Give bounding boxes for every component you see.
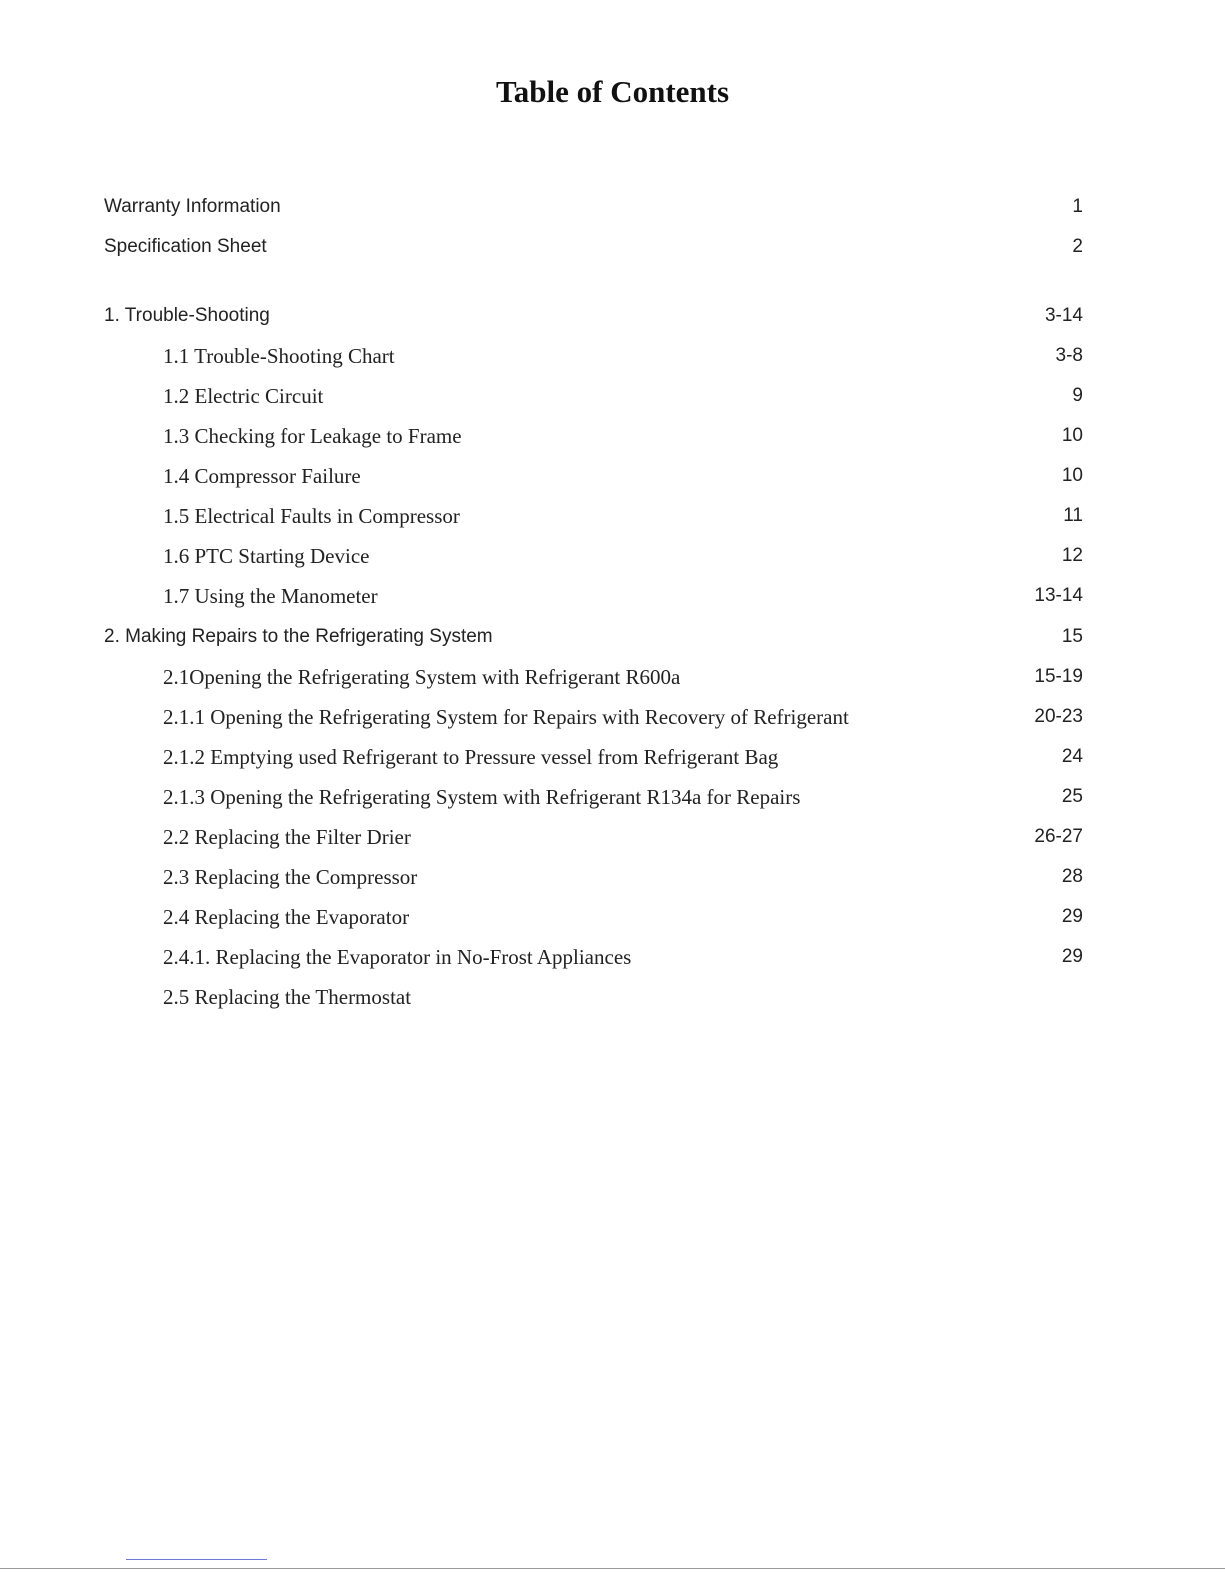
- toc-entry[interactable]: [0, 741, 1225, 773]
- toc-entry-label: 1. Trouble-Shooting: [104, 305, 270, 326]
- toc-entry-page: 1: [1072, 196, 1083, 217]
- toc-entry-page: 28: [1061, 866, 1083, 887]
- toc-entry-page: 3-8: [1055, 345, 1083, 366]
- toc-entry[interactable]: [0, 701, 1225, 733]
- toc-entry-label: 1.4 Compressor Failure: [163, 464, 361, 488]
- toc-entry-page: 10: [1061, 465, 1083, 486]
- page-title: Table of Contents: [495, 74, 730, 109]
- toc-entry[interactable]: [0, 460, 1225, 492]
- toc-entry-label: 2.1.2 Emptying used Refrigerant to Pressure vessel from Refrigerant Bag: [163, 745, 779, 769]
- toc-entry[interactable]: [0, 861, 1225, 893]
- toc-entry-label: 2.2 Replacing the Filter Drier: [163, 825, 411, 849]
- toc-entry[interactable]: [0, 781, 1225, 813]
- toc-entry-page: 2: [1072, 236, 1083, 257]
- toc-entry[interactable]: [0, 901, 1225, 933]
- toc-entry-page: 3-14: [1044, 305, 1083, 326]
- toc-entry-label: 2.1.3 Opening the Refrigerating System with Refrigerant R134a for Repairs: [163, 785, 801, 809]
- toc-entry-label: 2. Making Repairs to the Refrigerating System: [104, 626, 493, 647]
- toc-entry-page: 20-23: [1034, 706, 1083, 727]
- toc-entry-page: 15-19: [1034, 666, 1083, 687]
- toc-entry[interactable]: [0, 380, 1225, 412]
- toc-entry[interactable]: [0, 420, 1225, 452]
- footer-divider: [0, 1568, 1225, 1569]
- toc-entry[interactable]: [0, 580, 1225, 612]
- toc-entry-label: 2.1Opening the Refrigerating System with Refrigerant R600a: [163, 665, 681, 689]
- toc-entry[interactable]: [0, 981, 1225, 1013]
- toc-entry-label: Warranty Information: [104, 196, 281, 217]
- toc-entry-label: 1.5 Electrical Faults in Compressor: [163, 504, 460, 528]
- toc-entry[interactable]: [0, 340, 1225, 372]
- toc-entry-label: 1.2 Electric Circuit: [163, 384, 324, 408]
- toc-entry-page: 15: [1061, 626, 1083, 647]
- toc-entry[interactable]: [0, 191, 1225, 223]
- toc-entry-label: 1.6 PTC Starting Device: [163, 544, 370, 568]
- toc-entry-label: 2.1.1 Opening the Refrigerating System for Repairs with Recovery of Refrigerant: [163, 705, 849, 729]
- toc-entry-page: 12: [1061, 545, 1083, 566]
- toc-entry-page: 26-27: [1034, 826, 1083, 847]
- toc-entry-label: 2.5 Replacing the Thermostat: [163, 985, 412, 1009]
- toc-entry[interactable]: [0, 821, 1225, 853]
- toc-entry-page: 10: [1061, 425, 1083, 446]
- toc-entry[interactable]: [0, 300, 1225, 332]
- toc-entry-page: 11: [1063, 505, 1083, 526]
- toc-entry[interactable]: [0, 231, 1225, 263]
- toc-entry-page: 29: [1061, 906, 1083, 927]
- toc-entry[interactable]: [0, 500, 1225, 532]
- toc-entry[interactable]: [0, 661, 1225, 693]
- footer-link-underline: [126, 1559, 267, 1560]
- toc-entry-label: 1.3 Checking for Leakage to Frame: [163, 424, 462, 448]
- toc-entry-label: 1.1 Trouble-Shooting Chart: [163, 344, 395, 368]
- toc-entry-label: 2.3 Replacing the Compressor: [163, 865, 418, 889]
- toc-entry[interactable]: [0, 540, 1225, 572]
- toc-entry[interactable]: [0, 941, 1225, 973]
- toc-entry-page: 24: [1061, 746, 1083, 767]
- toc-entry-page: 9: [1072, 385, 1083, 406]
- toc-entry-label: 1.7 Using the Manometer: [163, 584, 378, 608]
- toc-entry-page: 25: [1061, 786, 1083, 807]
- toc-entry[interactable]: [0, 621, 1225, 653]
- toc-entry-label: Specification Sheet: [104, 236, 267, 257]
- toc-entry-page: 29: [1061, 946, 1083, 967]
- toc-entry-page: 13-14: [1034, 585, 1083, 606]
- toc-entry-label: 2.4.1. Replacing the Evaporator in No-Frost Appliances: [163, 945, 632, 969]
- toc-entry-label: 2.4 Replacing the Evaporator: [163, 905, 410, 929]
